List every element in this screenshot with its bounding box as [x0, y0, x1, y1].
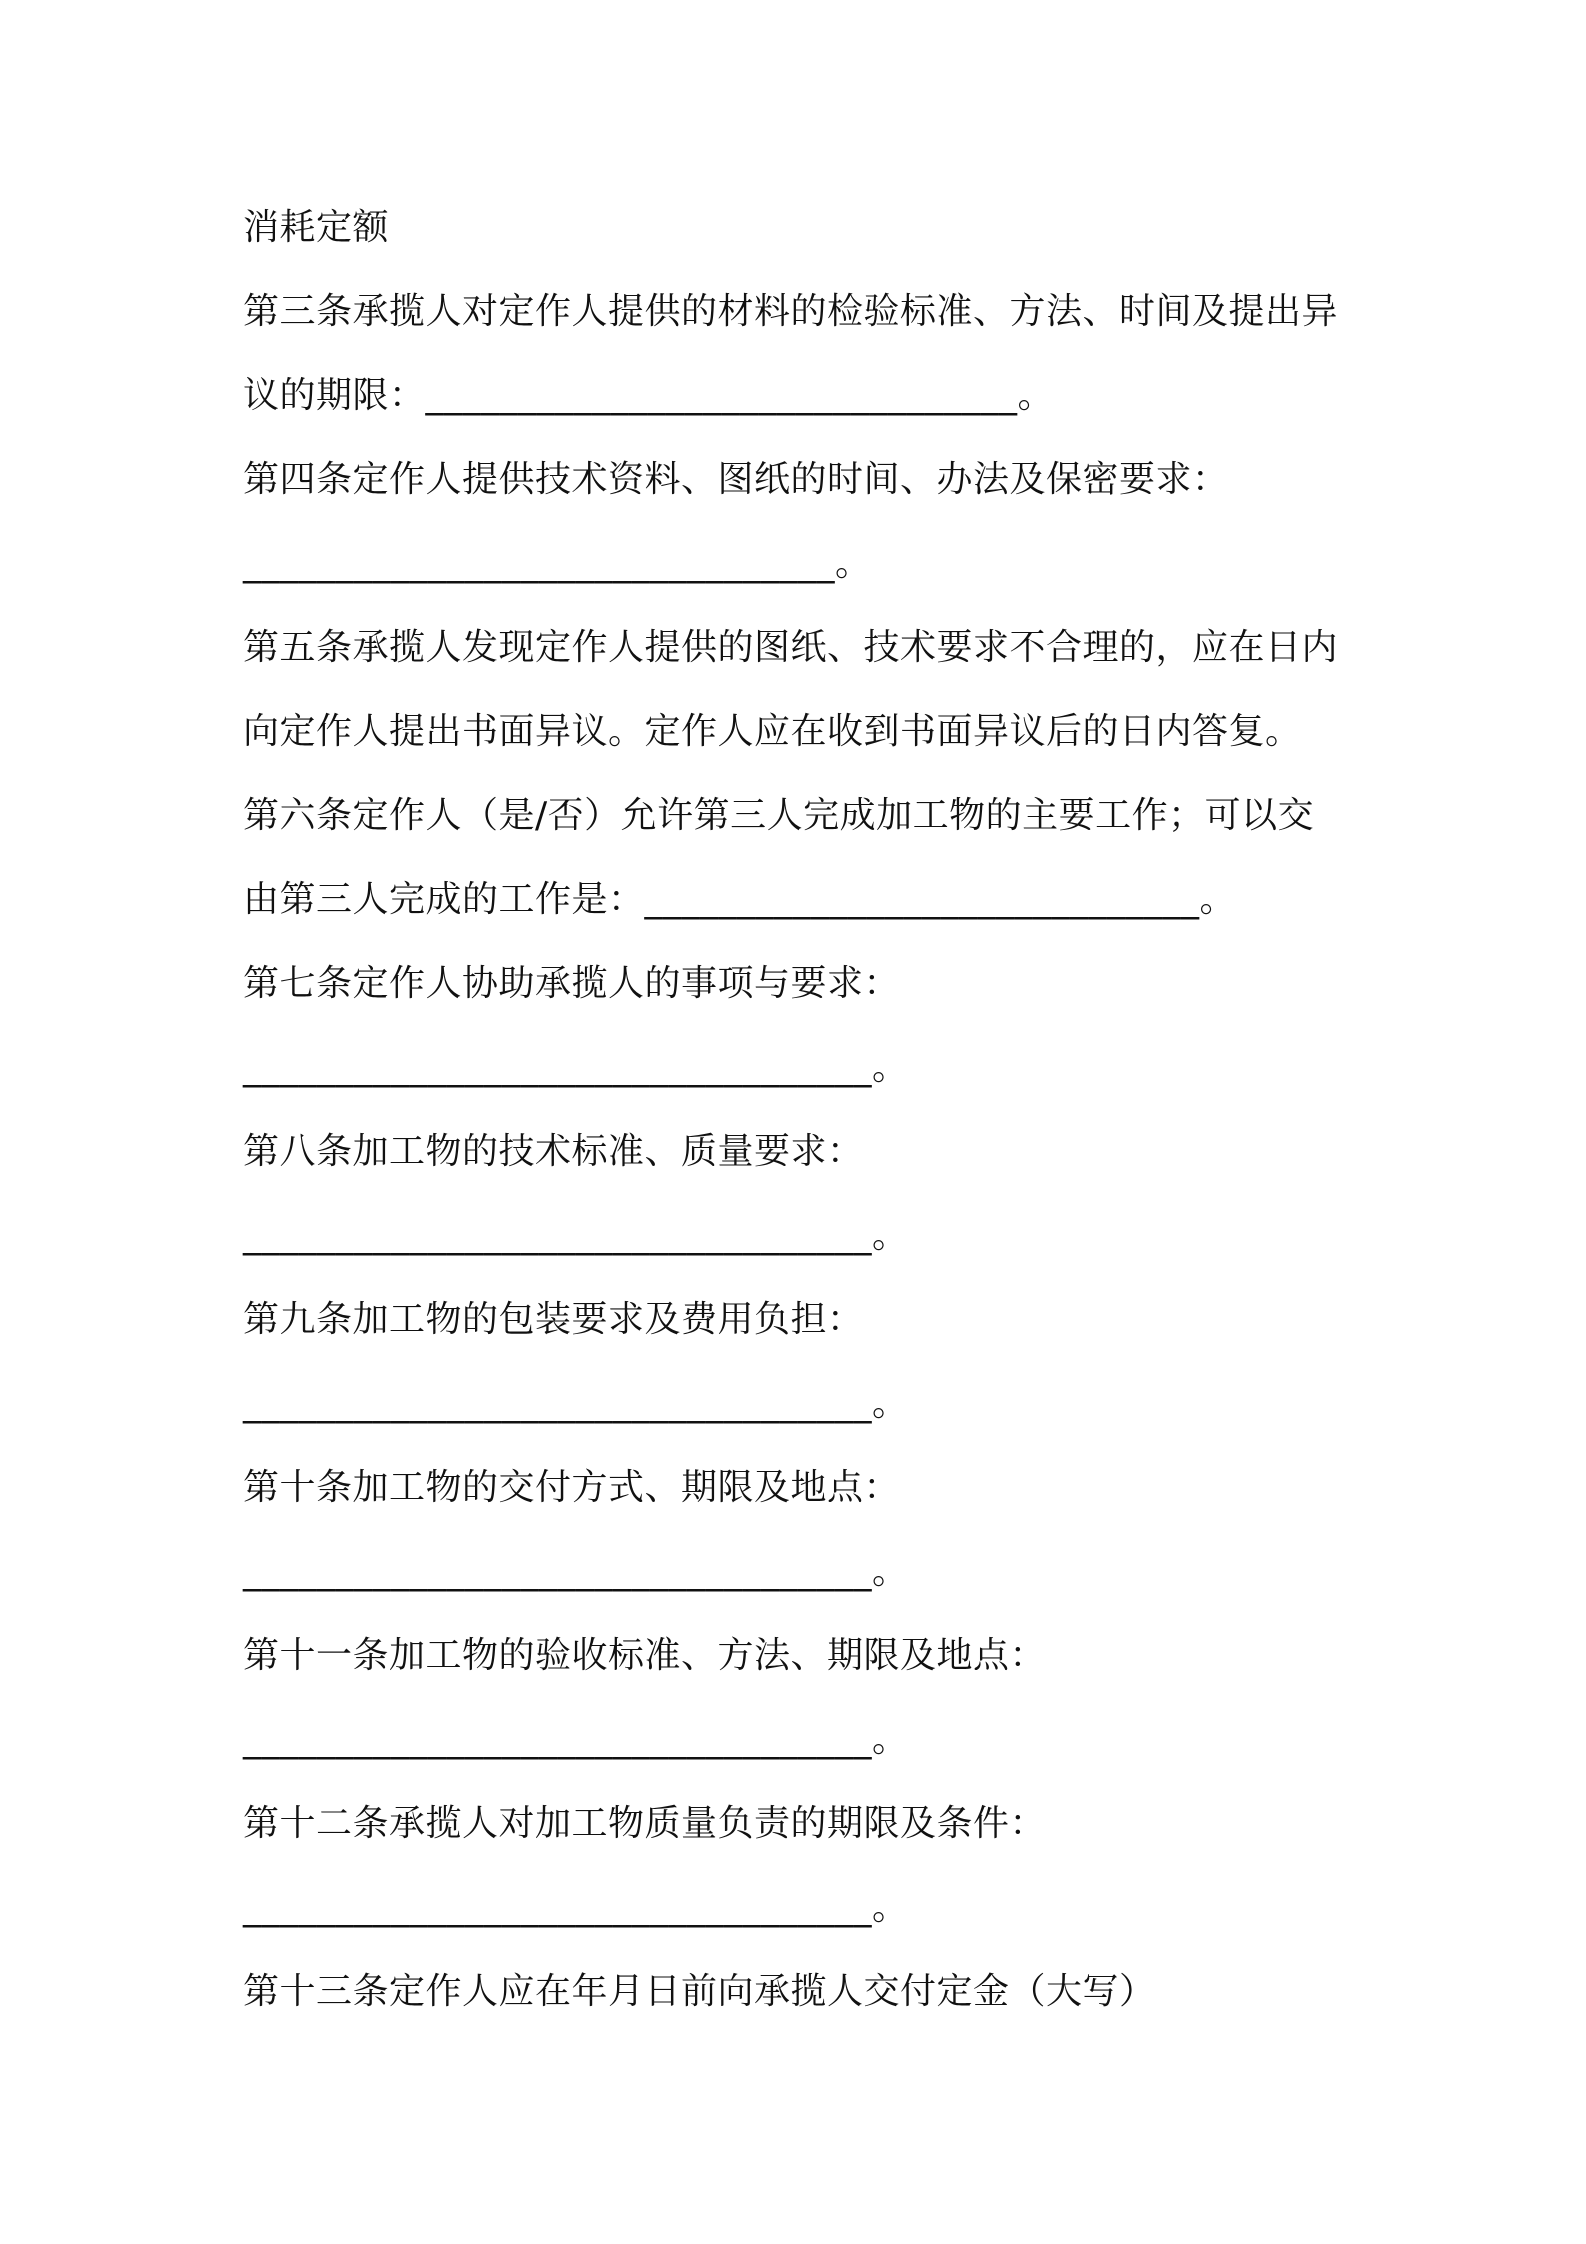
- line-article-6-part-1: 第六条定作人（是/否）允许第三人完成加工物的主要工作；可以交: [243, 795, 1315, 836]
- line-article-8: 第八条加工物的技术标准、质量要求：: [243, 1131, 864, 1172]
- line-article-11-blank: __________________________________。: [243, 1719, 909, 1760]
- line-article-9: 第九条加工物的包装要求及费用负担：: [243, 1299, 864, 1340]
- line-article-8-blank: __________________________________。: [243, 1215, 909, 1256]
- line-article-9-blank: __________________________________。: [243, 1383, 909, 1424]
- line-article-6-part-2: 由第三人完成的工作是：______________________________。: [243, 879, 1237, 920]
- line-article-5-part-1: 第五条承揽人发现定作人提供的图纸、技术要求不合理的，应在日内: [243, 627, 1339, 668]
- line-article-10-blank: __________________________________。: [243, 1551, 909, 1592]
- line-article-7: 第七条定作人协助承揽人的事项与要求：: [243, 963, 901, 1004]
- line-article-7-blank: __________________________________。: [243, 1047, 909, 1088]
- line-article-4: 第四条定作人提供技术资料、图纸的时间、办法及保密要求：: [243, 459, 1229, 500]
- line-article-11: 第十一条加工物的验收标准、方法、期限及地点：: [243, 1635, 1047, 1676]
- line-article-12: 第十二条承揽人对加工物质量负责的期限及条件：: [243, 1803, 1047, 1844]
- line-article-3-part-1: 第三条承揽人对定作人提供的材料的检验标准、方法、时间及提出异: [243, 291, 1339, 332]
- line-article-12-blank: __________________________________。: [243, 1887, 909, 1928]
- line-article-13: 第十三条定作人应在年月日前向承揽人交付定金（大写）: [243, 1971, 1156, 2012]
- line-consumption-quota: 消耗定额: [243, 207, 390, 248]
- line-article-3-part-2: 议的期限：________________________________。: [243, 375, 1055, 416]
- line-article-4-blank: ________________________________。: [243, 543, 872, 584]
- line-article-10: 第十条加工物的交付方式、期限及地点：: [243, 1467, 901, 1508]
- line-article-5-part-2: 向定作人提出书面异议。定作人应在收到书面异议后的日内答复。: [243, 711, 1302, 752]
